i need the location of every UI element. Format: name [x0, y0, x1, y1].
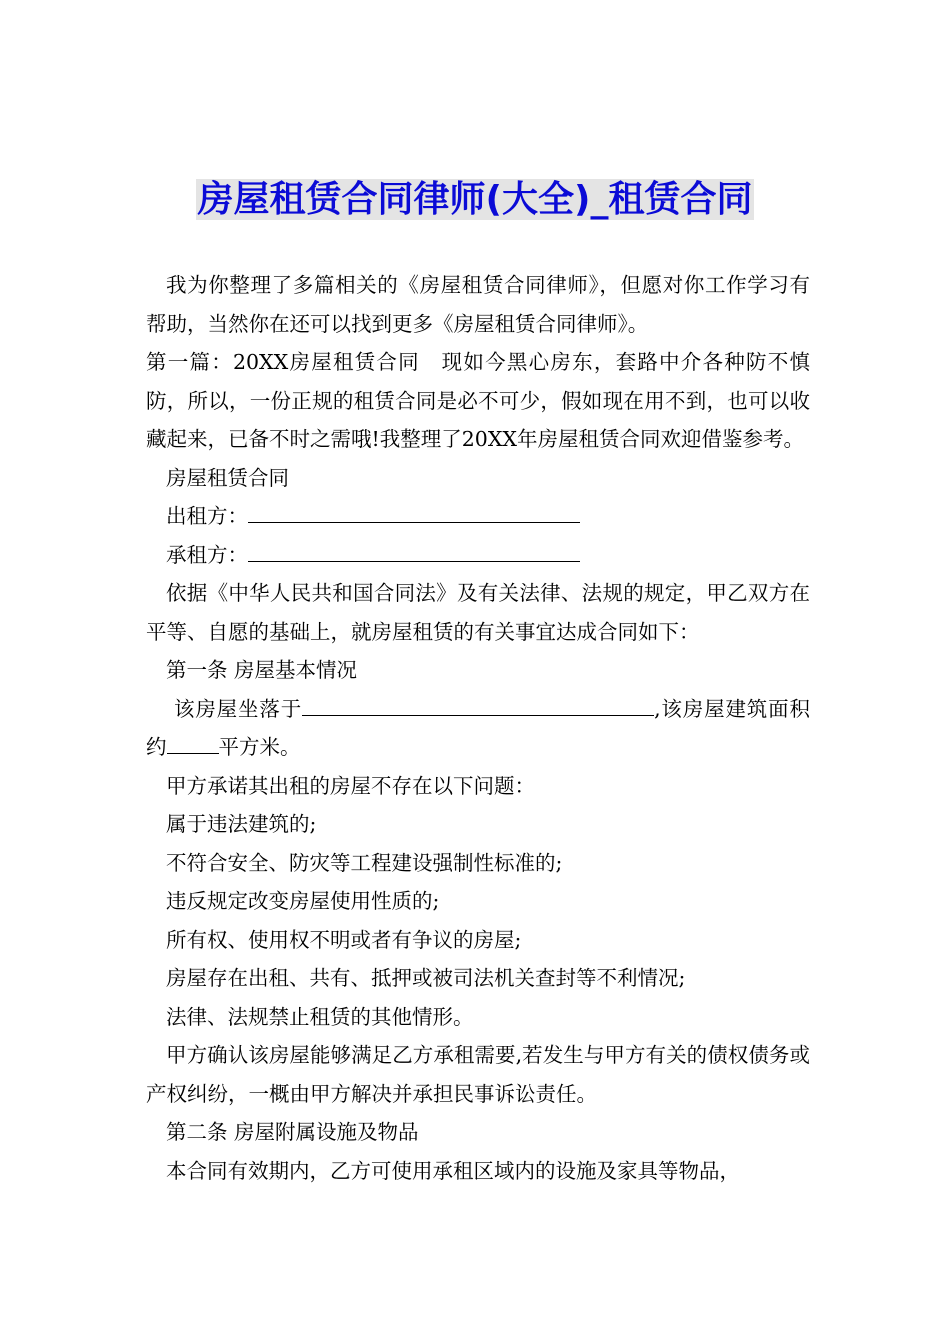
list-item: 房屋存在出租、共有、抵押或被司法机关查封等不利情况;	[166, 966, 686, 990]
location-suffix: ,该房屋建筑面积约	[146, 696, 810, 759]
intro-paragraph: 我为你整理了多篇相关的《房屋租赁合同律师》，但愿对你工作学习有帮助，当然你在还可以找到更多《房屋租赁合同律师》。	[146, 273, 810, 336]
chapter-one-paragraph: 第一篇：20XX房屋租赁合同 现如今黑心房东，套路中介各种防不慎防，所以，一份正规的租赁合同是必不可少，假如现在用不到，也可以收藏起来，已备不时之需哦!我整理了20XX年房屋租赁合同欢迎借鉴参考。	[146, 350, 810, 451]
list-item: 法律、法规禁止租赁的其他情形。	[166, 1004, 474, 1029]
confirm-paragraph: 甲方确认该房屋能够满足乙方承租需要,若发生与甲方有关的债权债务或产权纠纷，一概由甲方解决并承担民事诉讼责任。	[146, 1043, 810, 1106]
lessee-label: 承租方：	[166, 542, 248, 567]
list-item: 不符合安全、防灾等工程建设强制性标准的;	[166, 850, 563, 875]
article-two-heading: 第二条 房屋附属设施及物品	[166, 1120, 419, 1144]
promise-paragraph: 甲方承诺其出租的房屋不存在以下问题：	[166, 773, 535, 798]
location-paragraph	[146, 690, 810, 767]
document-title: 房屋租赁合同律师(大全)_租赁合同	[197, 179, 753, 220]
lessee-line	[146, 536, 810, 575]
lessor-blank	[248, 502, 580, 523]
contract-title: 房屋租赁合同	[166, 465, 289, 490]
location-prefix: 该房屋坐落于	[174, 696, 303, 721]
document-body	[146, 266, 810, 1190]
basis-paragraph: 依据《中华人民共和国合同法》及有关法律、法规的规定，甲乙双方在平等、自愿的基础上，就房屋租赁的有关事宜达成合同如下：	[146, 581, 810, 644]
lessee-blank	[248, 541, 580, 562]
area-blank	[167, 733, 219, 754]
list-item: 属于违法建筑的;	[166, 812, 317, 836]
list-item: 违反规定改变房屋使用性质的;	[166, 889, 440, 913]
facilities-paragraph: 本合同有效期内，乙方可使用承租区域内的设施及家具等物品，	[166, 1158, 740, 1183]
list-item: 所有权、使用权不明或者有争议的房屋;	[166, 927, 522, 952]
area-suffix: 平方米。	[218, 735, 301, 759]
lessor-label: 出租方：	[166, 504, 248, 528]
location-blank	[302, 695, 654, 716]
article-one-heading: 第一条 房屋基本情况	[166, 658, 358, 682]
lessor-line	[146, 497, 810, 536]
